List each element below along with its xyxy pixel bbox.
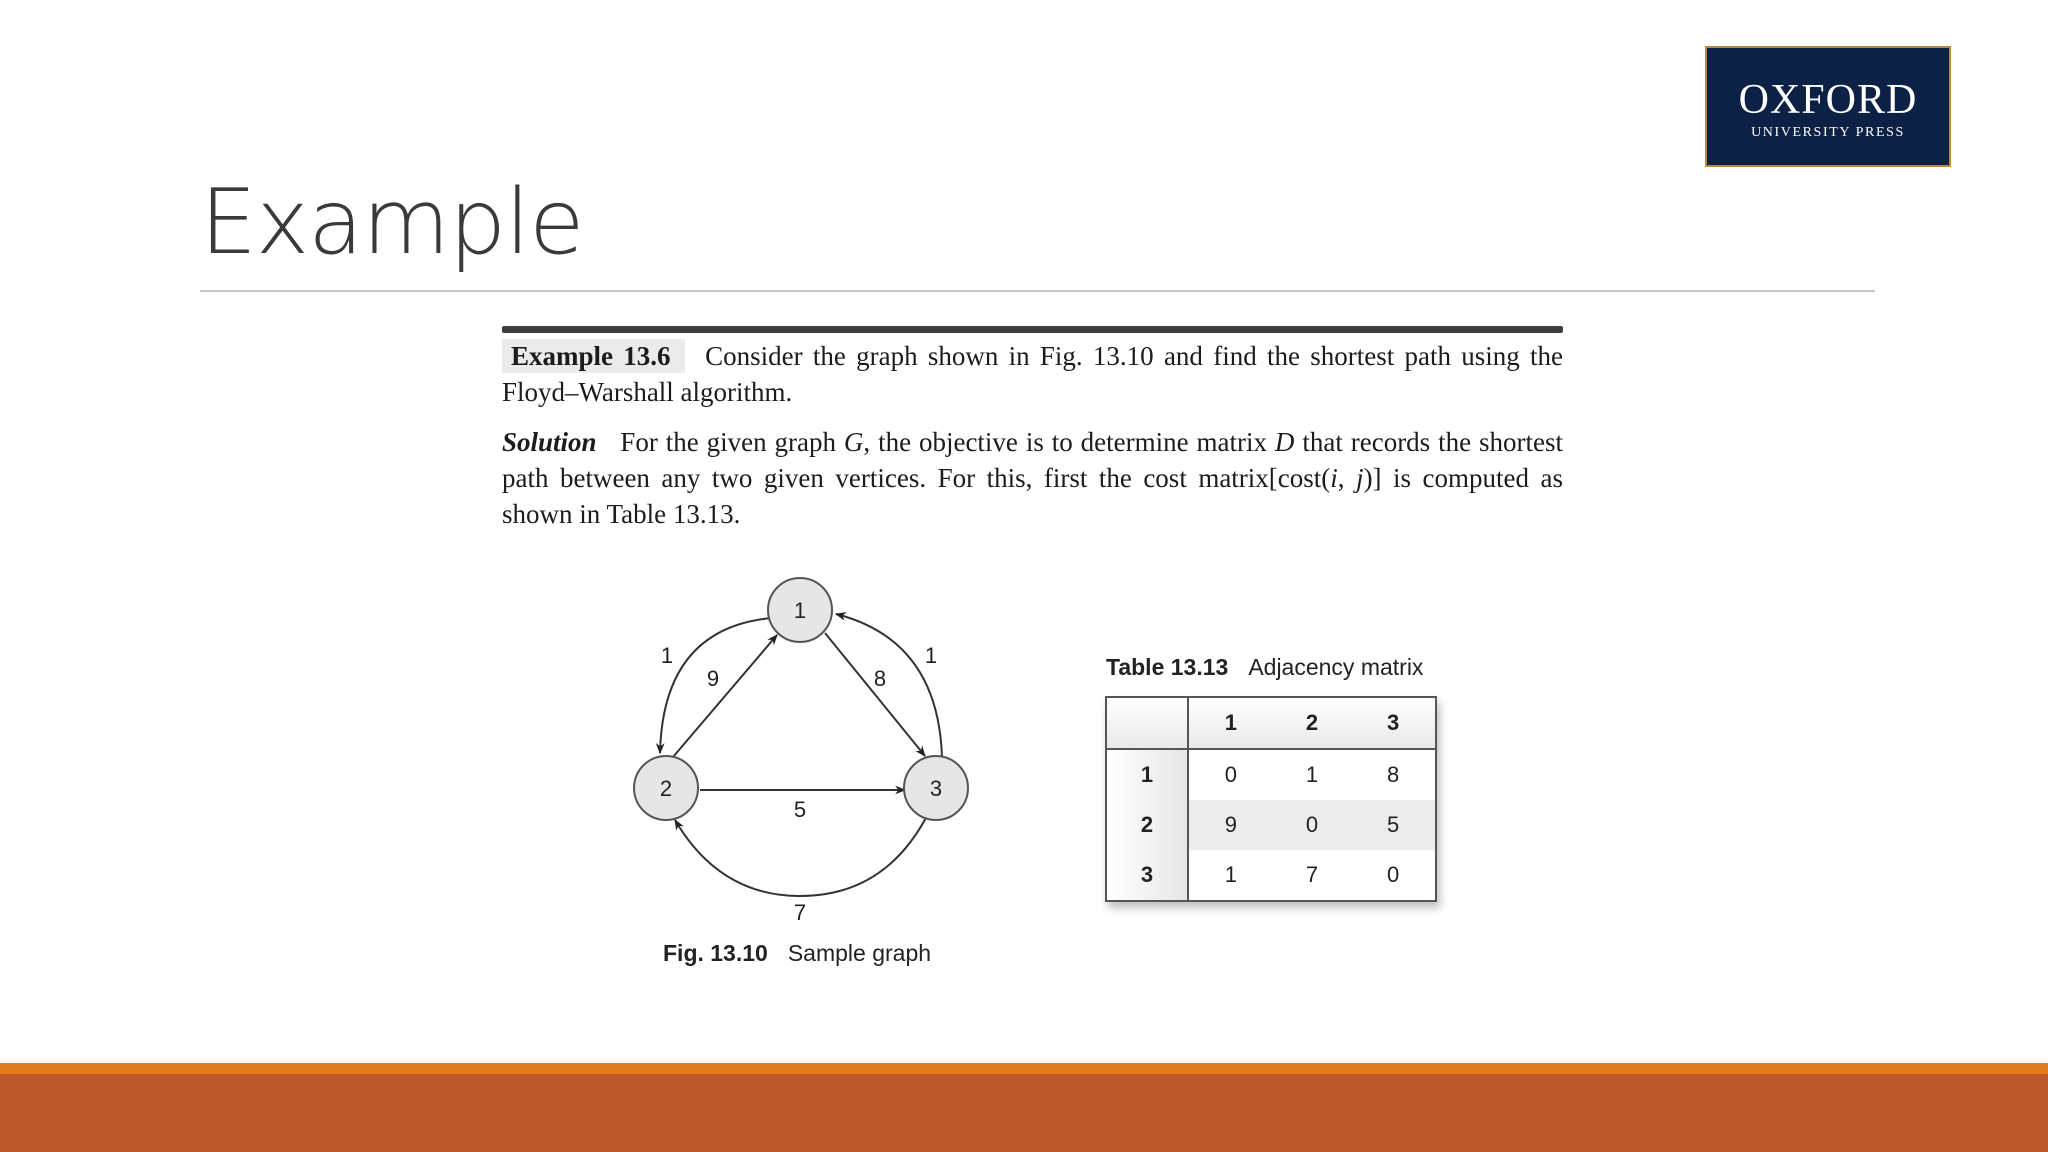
edge-weight-2-3: 5 [793, 797, 807, 822]
edge-1-to-3 [825, 633, 925, 756]
table-corner-cell [1106, 697, 1188, 749]
adjacency-matrix-table [1105, 696, 1437, 902]
solution-var-g: G [843, 427, 864, 457]
graph-node-2: 2 [659, 776, 673, 801]
table-header-row [1106, 697, 1436, 749]
table-row [1106, 749, 1436, 800]
row-header: 1 [1106, 749, 1188, 800]
edge-weight-1-3: 8 [873, 666, 887, 691]
table-cell: 1 [1224, 862, 1238, 887]
solution-text-b: , the objective is to determine matrix [863, 427, 1275, 457]
edge-3-to-1-curve [836, 614, 942, 757]
solution-text-e: )] is computed as shown in Table 13.13. [502, 463, 1564, 529]
edge-weight-2-1: 9 [706, 666, 720, 691]
table-cell: 8 [1386, 762, 1400, 787]
column-header: 1 [1188, 697, 1273, 749]
example-statement [502, 338, 1563, 410]
solution-var-d: D [1274, 427, 1295, 457]
table-caption-label: Table 13.13 [1106, 654, 1229, 680]
slide-title: Example [200, 170, 584, 275]
edge-2-to-1 [673, 635, 777, 757]
edge-3-to-2-curve [675, 814, 928, 896]
table-cell: 0 [1273, 800, 1351, 850]
sample-graph-figure [620, 570, 980, 935]
solution-text-d: , [1337, 463, 1357, 493]
example-top-rule [502, 326, 1563, 333]
example-text: Consider the graph shown in Fig. 13.10 and find the shortest path using the Floyd–Warshall algorithm. [502, 341, 1563, 407]
figure-caption [663, 940, 931, 967]
logo-line2: UNIVERSITY PRESS [1751, 125, 1905, 140]
footer-accent-band [0, 1063, 2048, 1074]
oxford-university-press-logo [1705, 46, 1951, 167]
table-cell: 9 [1188, 800, 1273, 850]
edge-weight-1-2: 1 [660, 643, 674, 668]
row-header: 2 [1106, 800, 1188, 850]
table-cell: 0 [1386, 862, 1400, 887]
solution-text-a: For the given graph [620, 427, 844, 457]
solution-var-j: j [1356, 463, 1364, 493]
example-label: Example 13.6 [502, 339, 685, 373]
solution-paragraph [502, 424, 1563, 532]
table-row [1106, 800, 1436, 850]
logo-line1: OXFORD [1738, 77, 1918, 123]
table-caption-text: Adjacency matrix [1248, 654, 1424, 680]
table-cell: 5 [1351, 800, 1436, 850]
table-cell: 1 [1305, 762, 1319, 787]
solution-var-i: i [1330, 463, 1338, 493]
figure-caption-text: Sample graph [787, 940, 932, 966]
table-cell: 0 [1224, 762, 1238, 787]
graph-node-3: 3 [929, 776, 943, 801]
solution-text-c: that records the shortest path between any two given vertices. For this, first the cost matrix[cost( [502, 427, 1563, 493]
column-header: 2 [1273, 697, 1351, 749]
table-cell: 7 [1305, 862, 1319, 887]
column-header: 3 [1351, 697, 1436, 749]
graph-node-1: 1 [793, 598, 807, 623]
table-row [1106, 850, 1436, 901]
figure-caption-label: Fig. 13.10 [663, 940, 768, 966]
edge-weight-3-1: 1 [924, 643, 938, 668]
title-divider [200, 290, 1875, 292]
table-caption [1106, 654, 1423, 681]
solution-label: Solution [502, 427, 597, 457]
footer-band [0, 1074, 2048, 1152]
row-header: 3 [1106, 850, 1188, 901]
edge-weight-3-2: 7 [793, 900, 807, 925]
